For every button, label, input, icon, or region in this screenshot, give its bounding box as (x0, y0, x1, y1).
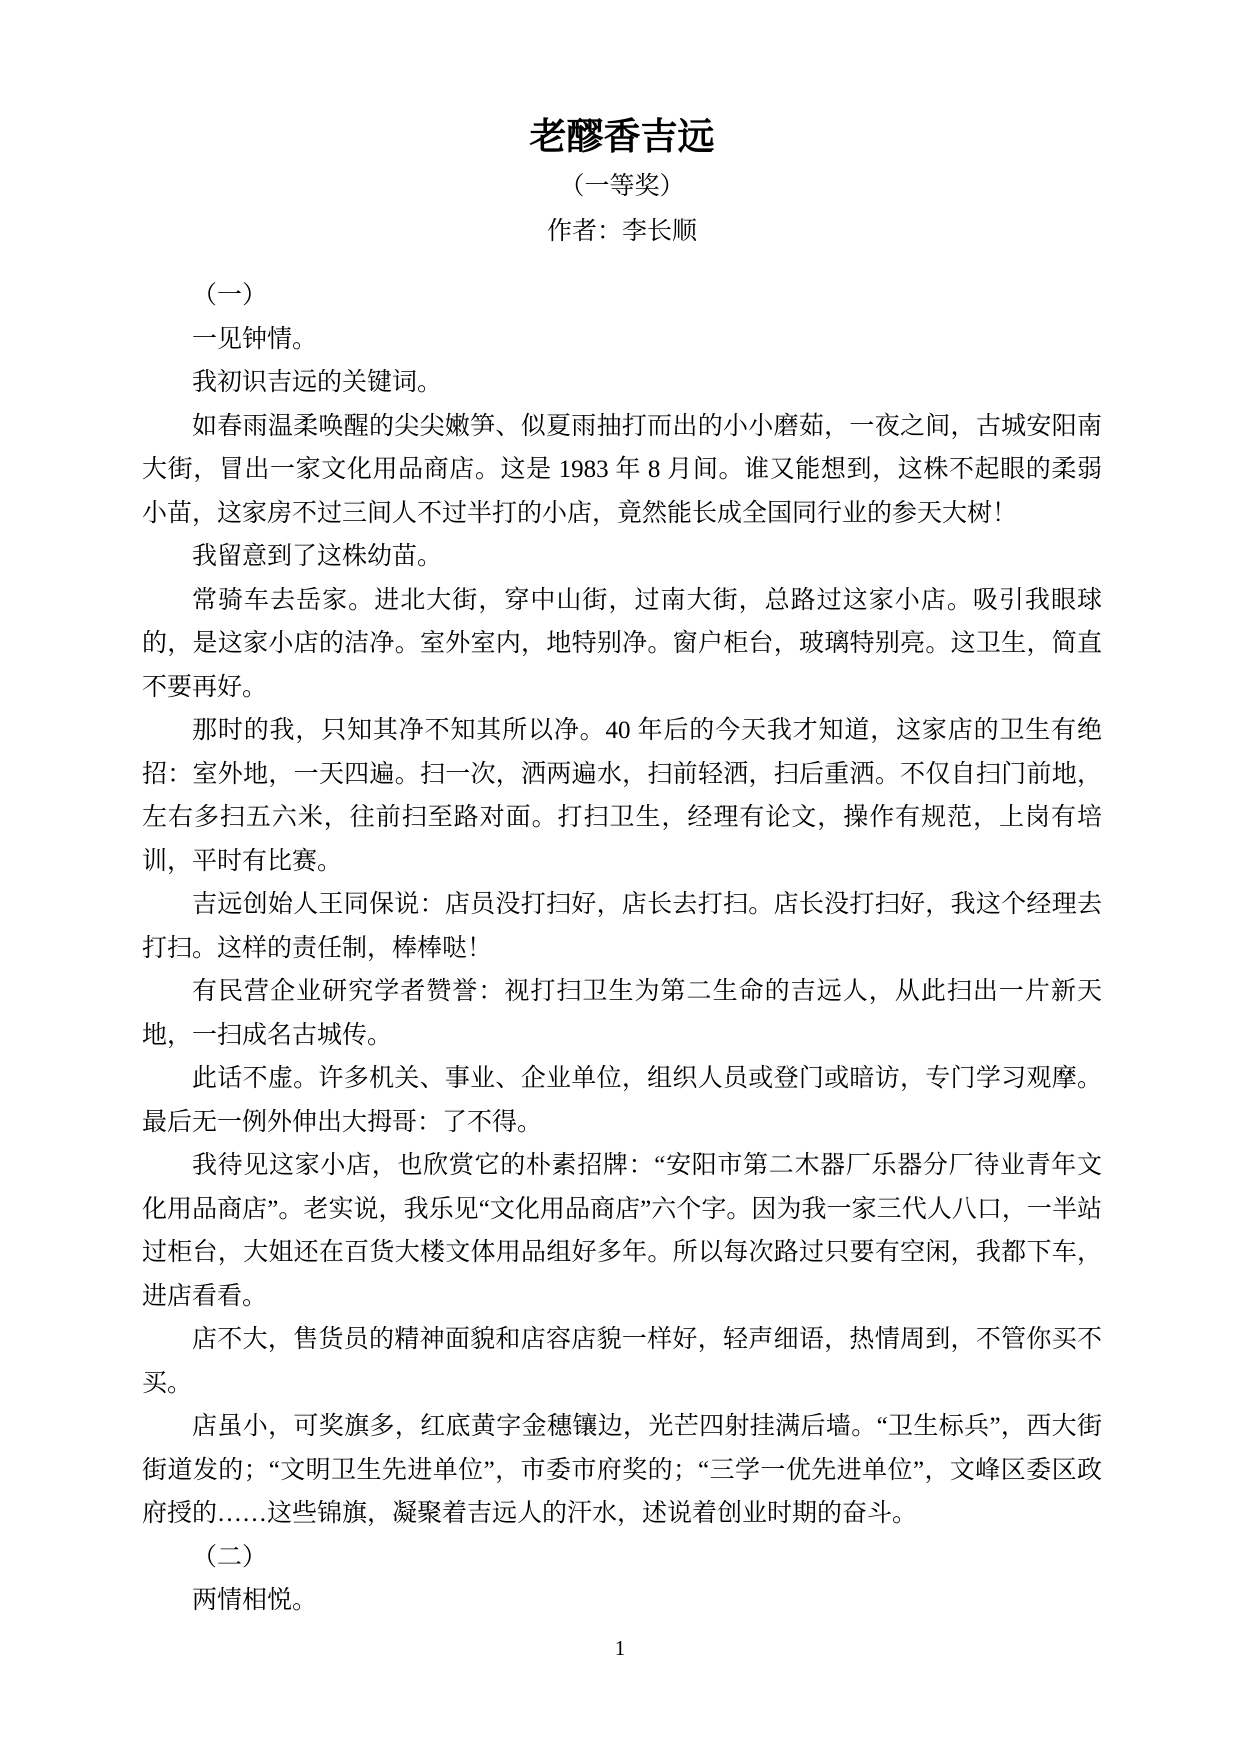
paragraph: 那时的我，只知其净不知其所以净。40 年后的今天我才知道，这家店的卫生有绝招：室外地，一天四遍。扫一次，洒两遍水，扫前轻洒，扫后重洒。不仅自扫门前地，左右多扫五六米，往前扫至路对面。打扫卫生，经理有论文，操作有规范，上岗有培训，平时有比赛。 (142, 717, 1102, 875)
paragraph: 此话不虚。许多机关、事业、企业单位，组织人员或登门或暗访，专门学习观摩。最后无一例外伸出大拇哥：了不得。 (142, 1065, 1102, 1136)
page-number: 1 (614, 1636, 626, 1660)
paragraph: 店不大，售货员的精神面貌和店容店貌一样好，轻声细语，热情周到，不管你买不买。 (142, 1326, 1102, 1397)
paragraph: 一见钟情。 (192, 325, 318, 353)
paragraph: 我留意到了这株幼苗。 (192, 543, 443, 570)
paragraph: 有民营企业研究学者赞誉：视打扫卫生为第二生命的吉远人，从此扫出一片新天地，一扫成名古城传。 (142, 978, 1102, 1049)
paragraph: 我待见这家小店，也欣赏它的朴素招牌：“安阳市第二木器厂乐器分厂待业青年文化用品商店”。老实说，我乐见“文化用品商店”六个字。因为我一家三代人八口，一半站过柜台，大姐还在百货大楼文体用品组好多年。所以每次路过只要有空闲，我都下车，进店看看。 (142, 1152, 1102, 1310)
paragraph: 常骑车去岳家。进北大街，穿中山街，过南大街，总路过这家小店。吸引我眼球的，是这家小店的洁净。室外室内，地特别净。窗户柜台，玻璃特别亮。这卫生，简直不要再好。 (142, 586, 1102, 701)
paragraph: 吉远创始人王同保说：店员没打扫好，店长去打扫。店长没打扫好，我这个经理去打扫。这样的责任制，棒棒哒！ (142, 891, 1102, 962)
paragraph: 我初识吉远的关键词。 (192, 369, 443, 396)
paragraph: 店虽小，可奖旗多，红底黄字金穗镶边，光芒四射挂满后墙。“卫生标兵”，西大街街道发的；“文明卫生先进单位”，市委市府奖的；“三学一优先进单位”，文峰区委区政府授的……这些锦旗，凝聚着吉远人的汗水，述说着创业时期的奋斗。 (142, 1413, 1102, 1527)
paragraph: 两情相悦。 (192, 1587, 318, 1614)
document-title: 老醪香吉远 (529, 117, 715, 158)
paragraph: 如春雨温柔唤醒的尖尖嫩笋、似夏雨抽打而出的小小磨茹，一夜之间，古城安阳南大街，冒出一家文化用品商店。这是 1983 年 8 月间。谁又能想到，这株不起眼的柔弱小苗，这家房不过三间人不过半打的小店，竟然能长成全国同行业的参天大树！ (142, 412, 1102, 527)
document-body (142, 274, 1102, 1623)
section-heading-1: （一） (192, 282, 268, 309)
award-line: （一等奖） (559, 173, 685, 200)
section-heading-2: （二） (192, 1543, 268, 1571)
author-line: 作者：李长顺 (546, 218, 697, 245)
